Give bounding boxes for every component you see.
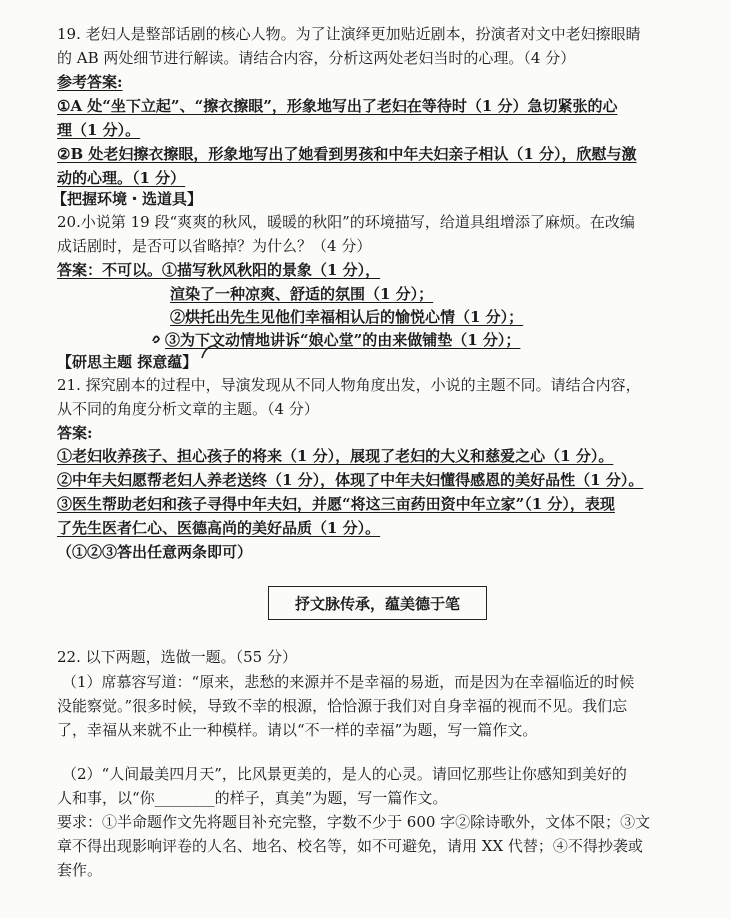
q19-line-2: 的 AB 两处细节进行解读。请结合内容，分析这两处老妇当时的心理。（4 分） <box>57 49 576 67</box>
q19-answer-1-line-1: ①A 处“坐下立起”、“擦衣擦眼”，形象地写出了老妇在等待时（1 分）急切紧张的心 <box>57 97 618 115</box>
q20-line-1: 20.小说第 19 段“爽爽的秋风，暖暖的秋阳”的环境描写，给道具组增添了麻烦。在改编 <box>57 213 635 231</box>
q20-answer-line-1: 答案：不可以。①描写秋风秋阳的景象（1 分）， <box>57 261 381 279</box>
handwritten-hook-mark <box>200 342 220 364</box>
q22-prompt-1-line-1: （1）席慕容写道：“原来，悲愁的来源并不是幸福的易逝，而是因为在幸福临近的时候 <box>62 673 635 691</box>
q22-prompt-1-line-3: 了，幸福从来就不止一种模样。请以“不一样的幸福”为题，写一篇作文。 <box>57 721 538 739</box>
q22-requirements-line-2: 章不得出现影响评卷的人名、地名、校名等，如不可避免，请用 XX 代替；④不得抄袭或 <box>57 837 643 855</box>
section-title-box: 抒文脉传承，蕴美德于笔 <box>268 586 487 620</box>
q20-answer-line-2: 渲染了一种凉爽、舒适的氛围（1 分）； <box>170 285 434 303</box>
q20-answer-line-4: ③为下文动情地讲诉“娘心堂”的由来做铺垫（1 分）； <box>165 331 521 349</box>
q22-line-1: 22. 以下两题，选做一题。（55 分） <box>57 648 297 666</box>
q22-requirements-line-1: 要求：①半命题作文先将题目补充完整，字数不少于 600 字②除诗歌外，文体不限；③文 <box>57 813 651 831</box>
section-environment-heading: 【把握环境・选道具】 <box>52 190 203 208</box>
q21-answer-label: 答案: <box>57 424 93 442</box>
q21-answer-2: ②中年夫妇愿帮老妇人养老送终（1 分），体现了中年夫妇懂得感恩的美好品性（1 分）。 <box>57 471 644 489</box>
q22-prompt-2-line-1: （2）“人间最美四月天”，比风景更美的，是人的心灵。请回忆那些让你感知到美好的 <box>62 765 627 783</box>
q19-answer-label: 参考答案: <box>57 73 123 91</box>
q19-answer-2-line-1: ②B 处老妇擦衣擦眼，形象地写出了她看到男孩和中年夫妇亲子相认（1 分），欣慰与激 <box>57 145 637 163</box>
q19-line-1: 19. 老妇人是整部话剧的核心人物。为了让演绎更加贴近剧本，扮演者对文中老妇擦眼睛 <box>57 25 641 43</box>
q19-answer-1-line-2: 理（1 分）。 <box>57 121 141 139</box>
q22-requirements-line-3: 套作。 <box>57 861 103 879</box>
q20-line-2: 成话剧时，是否可以省略掉？为什么？（4 分） <box>57 237 372 255</box>
q20-answer-line-3: ②烘托出先生见他们幸福相认后的愉悦心情（1 分）； <box>170 308 524 326</box>
q21-line-2: 从不同的角度分析文章的主题。（4 分） <box>57 400 319 418</box>
q21-note: （①②③答出任意两条即可） <box>57 543 253 561</box>
q22-prompt-2-line-2: 人和事，以“你________的样子，真美”为题，写一篇作文。 <box>57 789 448 807</box>
q21-line-1: 21. 探究剧本的过程中，导演发现从不同人物角度出发，小说的主题不同。请结合内容， <box>57 376 641 394</box>
handwritten-dot-mark <box>150 330 162 349</box>
q22-prompt-1-line-2: 没能察觉。”很多时候，导致不幸的根源，恰恰源于我们对自身幸福的视而不见。我们忘 <box>57 697 628 715</box>
q21-answer-1: ①老妇收养孩子、担心孩子的将来（1 分），展现了老妇的大义和慈爱之心（1 分）。 <box>57 447 614 465</box>
q21-answer-3-line-1: ③医生帮助老妇和孩子寻得中年夫妇，并愿“将这三亩药田资中年立家”（1 分），表现 <box>57 495 615 513</box>
q21-answer-3-line-2: 了先生医者仁心、医德高尚的美好品质（1 分）。 <box>57 519 381 537</box>
q19-answer-2-line-2: 动的心理。（1 分） <box>57 169 186 187</box>
section-theme-heading: 【研思主题 探意蕴】 <box>57 353 198 371</box>
